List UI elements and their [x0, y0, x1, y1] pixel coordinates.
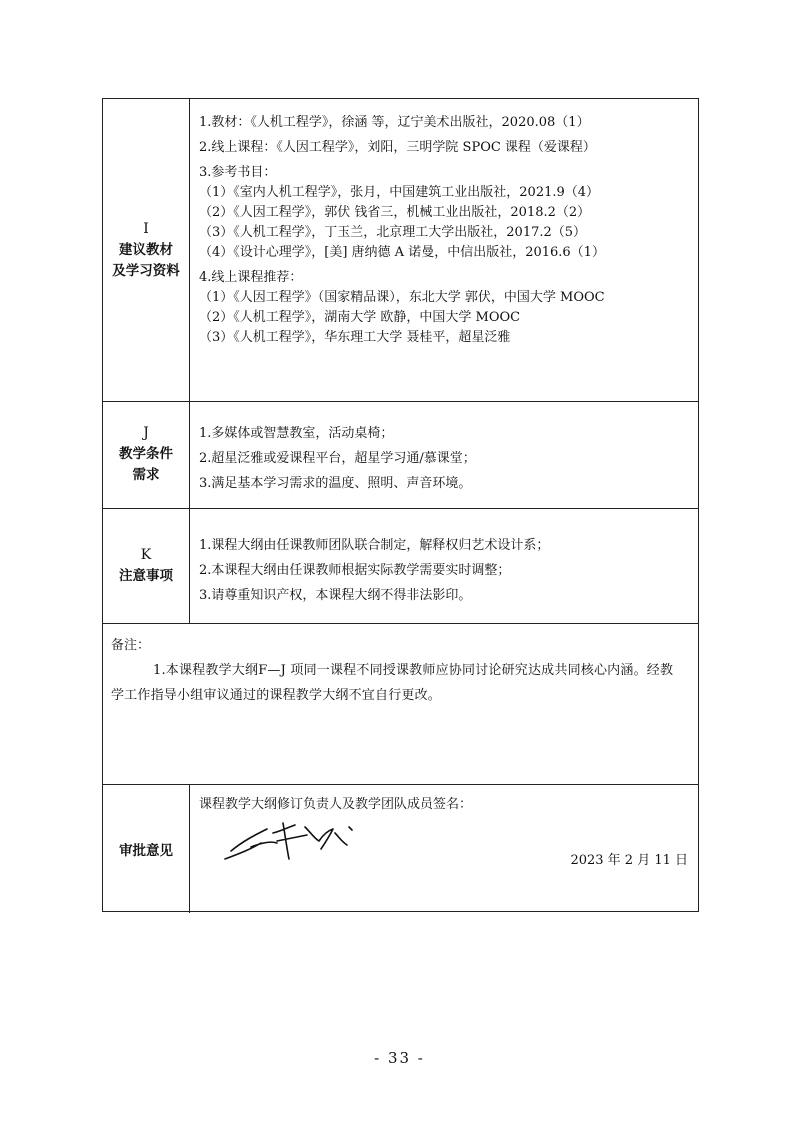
condition-item: 1.多媒体或智慧教室，活动桌椅； [199, 426, 394, 441]
notes-text: 1.本课程教学大纲F—J 项同一课程不同授课教师应协同讨论研究达成共同核心内涵。经教学工作指导小组审议通过的课程教学大纲不宜自行更改。 [111, 663, 674, 703]
online-course-line: 2.线上课程：《人因工程学》，刘阳，三明学院 SPOC 课程（爱课程） [199, 140, 596, 155]
section-i-title-line1: 建议教材 [119, 241, 173, 258]
reference-item: （3）《人机工程学》，丁玉兰，北京理工大学出版社，2017.2（5） [199, 225, 587, 240]
syllabus-table [102, 98, 699, 912]
reference-item: （4）《设计心理学》，[美] 唐纳德 A 诺曼，中信出版社，2016.6（1） [199, 245, 605, 260]
textbook-line: 1.教材：《人机工程学》，徐涵 等，辽宁美术出版社，2020.08（1） [199, 115, 590, 130]
section-j-title-line1: 教学条件 [119, 446, 173, 462]
approval-date: 2023 年 2 月 11 日 [570, 853, 688, 868]
section-j-title-line2: 需求 [132, 467, 160, 483]
section-k-code: K [140, 546, 152, 563]
section-j-content [199, 421, 690, 496]
section-i-title-line2: 及学习资料 [112, 262, 180, 279]
section-j-label [103, 401, 189, 508]
section-i-content [199, 113, 690, 348]
reference-item: （2）《人因工程学》，郭伏 钱省三，机械工业出版社，2018.2（2） [199, 205, 591, 220]
section-i-label [103, 99, 189, 401]
recommend-item: （2）《人机工程学》，湖南大学 欧静，中国大学 MOOC [199, 310, 521, 325]
row-divider [103, 623, 698, 624]
condition-item: 3.满足基本学习需求的温度、照明、声音环境。 [199, 476, 472, 491]
row-divider [103, 784, 698, 785]
notes-label: 备注： [111, 638, 151, 653]
reference-item: （1）《室内人机工程学》，张月，中国建筑工业出版社，2021.9（4） [199, 185, 600, 200]
notes-section [111, 633, 686, 708]
recommend-item: （3）《人机工程学》，华东理工大学 聂桂平，超星泛雅 [199, 330, 511, 345]
column-divider [189, 784, 190, 913]
column-divider [189, 99, 190, 623]
notice-item: 3.请尊重知识产权，本课程大纲不得非法影印。 [199, 588, 472, 603]
approval-label: 审批意见 [119, 843, 173, 859]
recommend-item: （1）《人因工程学》（国家精品课），东北大学 郭伏，中国大学 MOOC [199, 290, 605, 305]
row-divider [103, 508, 698, 509]
condition-item: 2.超星泛雅或爱课程平台，超星学习通/慕课堂； [199, 451, 476, 466]
row-divider [103, 401, 698, 402]
notice-item: 2.本课程大纲由任课教师根据实际教学需要实时调整； [199, 563, 511, 578]
handwritten-signature [221, 819, 371, 865]
section-k-label [103, 508, 189, 623]
section-k-title: 注意事项 [119, 567, 173, 584]
notice-item: 1.课程大纲由任课教师团队联合制定，解释权归艺术设计系； [199, 538, 550, 553]
signature-prompt: 课程教学大纲修订负责人及教学团队成员签名： [199, 797, 473, 812]
section-k-content [199, 533, 690, 608]
references-heading: 3.参考书目： [199, 165, 277, 180]
recommend-heading: 4.线上课程推荐： [199, 270, 303, 285]
page-number: - 33 - [374, 1049, 425, 1067]
section-j-code: J [143, 425, 149, 441]
section-i-code: I [143, 220, 149, 237]
